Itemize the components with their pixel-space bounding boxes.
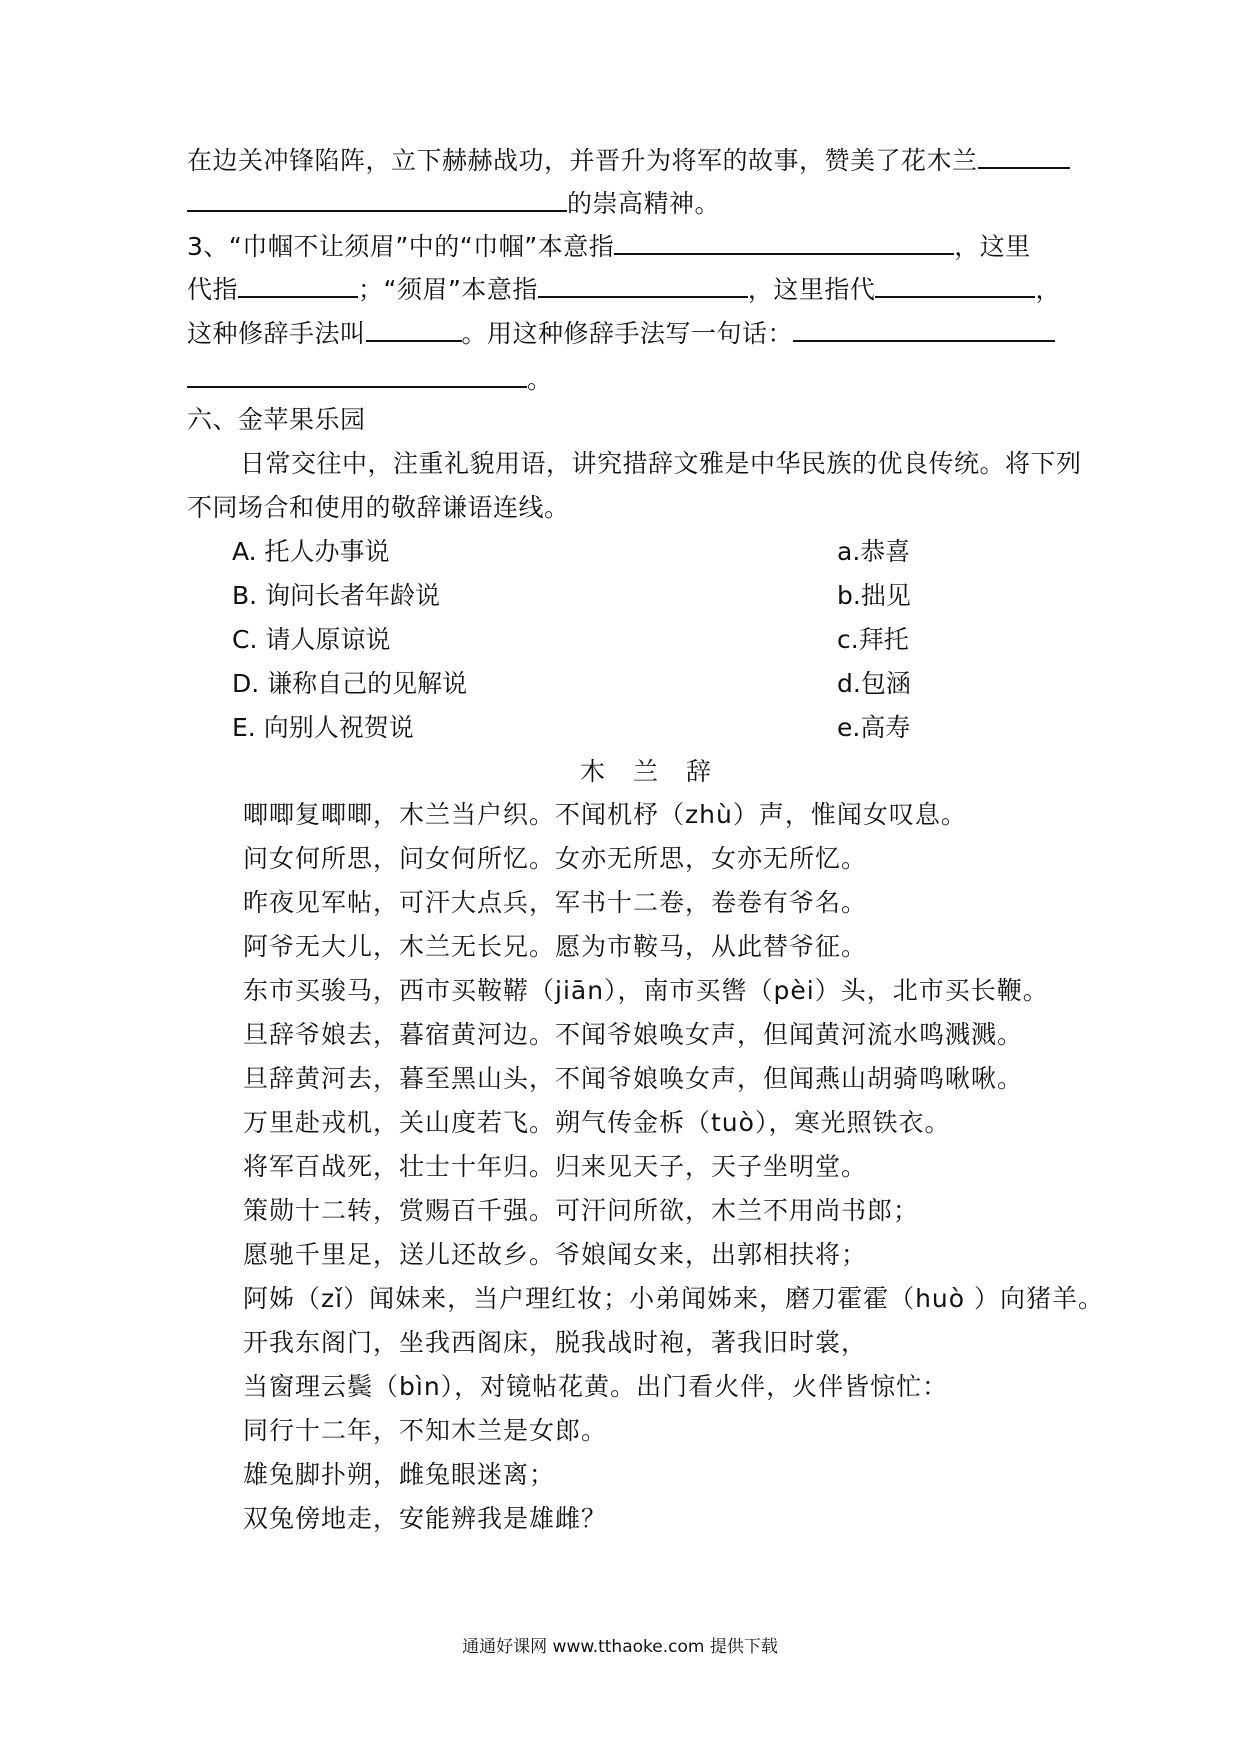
answer-blank [366,318,462,342]
answer-blank [187,364,527,388]
section6-intro-line1: 日常交往中，注重礼貌用语，讲究措辞文雅是中华民族的优良传统。将下列 [240,449,1082,478]
answer-blank [875,274,1035,298]
poem-line: 将军百战死，壮士十年归。归来见天子，天子坐明堂。 [243,1152,868,1181]
question3-line4 [187,364,553,395]
poem-line: 策勋十二转，赏赐百千强。可汗问所欲，木兰不用尚书郎； [243,1196,920,1225]
poem-line: 愿驰千里足，送儿还故乡。爷娘闻女来，出郭相扶将； [243,1240,868,1269]
match-left-item: E. 向别人祝贺说 [232,713,414,742]
question3-text: ， [1035,275,1061,304]
section6-intro-line2: 不同场合和使用的敬辞谦语连线。 [187,493,570,522]
question3-text: 这种修辞手法叫 [187,319,366,348]
question3-text: ，这里指代 [747,275,876,304]
answer-blank [187,188,567,212]
match-right-item: d.包涵 [837,669,911,698]
question2-text: 在边关冲锋陷阵，立下赫赫战功，并晋升为将军的故事，赞美了花木兰 [187,146,978,175]
match-left-item: D. 谦称自己的见解说 [232,669,468,698]
match-right-item: a.恭喜 [837,537,911,566]
question3-text: ，这里 [954,232,1031,261]
question2-line1 [187,145,1070,176]
match-right-item: c.拜托 [837,625,909,654]
question3-line2 [187,274,1061,305]
answer-blank [538,274,748,298]
poem-line: 阿爷无大儿，木兰无长兄。愿为市鞍马，从此替爷征。 [243,932,868,961]
poem-title: 木兰辞 [580,757,740,786]
question2-line2 [187,188,720,219]
poem-line: 万里赴戎机，关山度若飞。朔气传金柝（tuò），寒光照铁衣。 [243,1108,951,1137]
section6-heading: 六、金苹果乐园 [187,405,366,434]
poem-line: 旦辞爷娘去，暮宿黄河边。不闻爷娘唤女声，但闻黄河流水鸣溅溅。 [243,1020,1024,1049]
footer-credit: 通通好课网 www.tthaoke.com 提供下载 [462,1637,778,1657]
poem-line: 同行十二年，不知木兰是女郎。 [243,1416,608,1445]
answer-blank [614,231,954,255]
match-left-item: B. 询问长者年龄说 [232,581,441,610]
poem-line: 东市买骏马，西市买鞍鞯（jiān），南市买辔（pèi）头，北市买长鞭。 [243,976,1049,1005]
poem-line: 双兔傍地走，安能辨我是雄雌？ [243,1504,608,1533]
match-left-item: C. 请人原谅说 [232,625,391,654]
poem-line: 昨夜见军帖，可汗大点兵，军书十二卷，卷卷有爷名。 [243,888,868,917]
match-left-item: A. 托人办事说 [232,537,390,566]
match-right-item: e.高寿 [837,713,911,742]
poem-line: 旦辞黄河去，暮至黑山头，不闻爷娘唤女声，但闻燕山胡骑鸣啾啾。 [243,1064,1024,1093]
question3-text: ；“须眉”本意指 [358,275,538,304]
question3-text: 代指 [187,275,239,304]
poem-line: 雄兔脚扑朔，雌兔眼迷离； [243,1460,556,1489]
match-right-item: b.拙见 [837,581,911,610]
poem-line: 唧唧复唧唧，木兰当户织。不闻机杼（zhù）声，惟闻女叹息。 [243,800,967,829]
question3-line3 [187,318,1055,349]
poem-line: 问女何所思，问女何所忆。女亦无所思，女亦无所忆。 [243,844,868,873]
poem-line: 当窗理云鬓（bìn），对镜帖花黄。出门看火伴，火伴皆惊忙： [243,1372,949,1401]
question3-suffix: 。 [527,365,553,394]
question2-suffix: 的崇高精神。 [567,189,721,218]
answer-blank [238,274,358,298]
question3-line1 [187,231,1031,262]
poem-line: 开我东阁门，坐我西阁床，脱我战时袍，著我旧时裳， [243,1328,868,1357]
answer-blank [978,145,1070,169]
question3-text: 。用这种修辞手法写一句话： [461,319,794,348]
question3-text: 3、“巾帼不让须眉”中的“巾帼”本意指 [187,232,615,261]
answer-blank [793,318,1055,342]
poem-line: 阿姊（zǐ）闻妹来，当户理红妆；小弟闻姊来，磨刀霍霍（huò ）向猪羊。 [243,1284,1105,1313]
